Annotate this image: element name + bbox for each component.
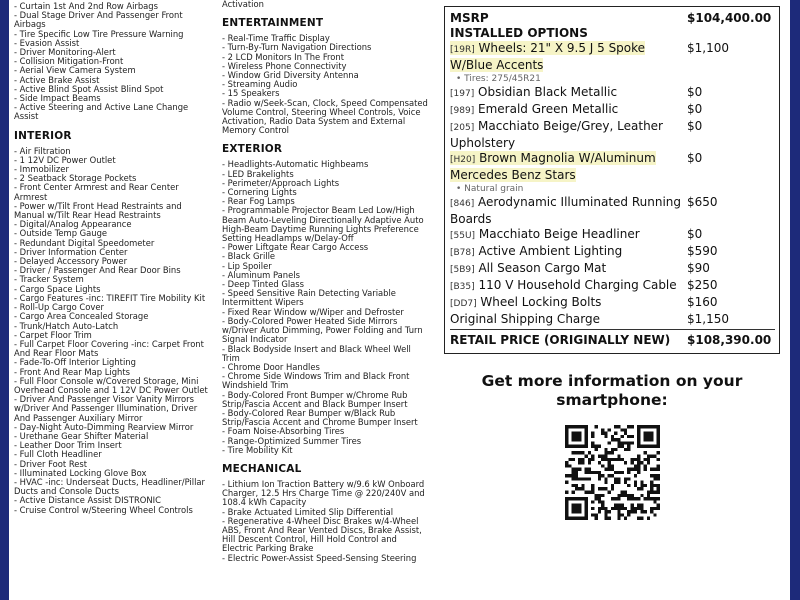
feature-item: - Range-Optimized Summer Tires xyxy=(222,435,362,446)
option-code: [55U] xyxy=(450,231,476,241)
option-name: Wheels: 21" X 9.5 J 5 Spoke W/Blue Accents xyxy=(450,41,646,72)
feature-item: - Driver Monitoring-Alert xyxy=(14,47,116,58)
option-label xyxy=(450,119,684,151)
feature-item: - 1 12V DC Power Outlet xyxy=(14,154,116,165)
option-text xyxy=(450,244,622,258)
option-row xyxy=(450,295,775,312)
option-name: Macchiato Beige Headliner xyxy=(475,227,640,241)
option-code: [B35] xyxy=(450,282,475,292)
option-name: Macchiato Beige/Grey, Leather Upholstery xyxy=(450,119,663,150)
feature-item: - Active Blind Spot Assist Blind Spot xyxy=(14,83,164,94)
option-name: Wheel Locking Bolts xyxy=(476,295,602,309)
option-label xyxy=(450,41,684,73)
retail-price-value: $108,390.00 xyxy=(687,333,772,347)
feature-item: - Cargo Area Concealed Storage xyxy=(14,311,149,322)
option-row xyxy=(450,227,775,244)
feature-item: - Electric Power-Assist Speed-Sensing Steering xyxy=(222,552,417,563)
feature-item: - Active Distance Assist DISTRONIC xyxy=(14,495,161,506)
section-heading: INTERIOR xyxy=(14,129,72,142)
option-price: $590 xyxy=(687,244,718,258)
feature-item: - Headlights-Automatic Highbeams xyxy=(222,159,369,170)
feature-item: - Programmable Projector Beam Led Low/High Beam Auto-Leveling Directionally Adaptive Auto High-Beam Daytime Running Lights Preference Setting Headlamps w/Delay-Off xyxy=(222,205,424,244)
option-price: $1,100 xyxy=(687,41,729,55)
feature-item: - Aerial View Camera System xyxy=(14,65,136,76)
feature-item: - Outside Temp Gauge xyxy=(14,228,108,239)
feature-item: - Foam Noise-Absorbing Tires xyxy=(222,426,345,437)
option-price: $0 xyxy=(687,85,703,99)
feature-item: - Immobilizer xyxy=(14,164,69,175)
page-border-right xyxy=(790,0,800,600)
feature-item: - Carpet Floor Trim xyxy=(14,329,92,340)
option-code: [B78] xyxy=(450,248,475,258)
feature-item: - Black Bodyside Insert and Black Wheel Well Trim xyxy=(222,343,411,363)
retail-price-row xyxy=(450,333,775,348)
shipping-value: $1,150 xyxy=(687,312,729,326)
feature-item: - Speed Sensitive Rain Detecting Variable Intermittent Wipers xyxy=(222,288,396,308)
feature-item: - Illuminated Locking Glove Box xyxy=(14,467,147,478)
feature-item: - Full Carpet Floor Covering -inc: Carpet Front And Rear Floor Mats xyxy=(14,338,204,359)
qr-code-icon[interactable] xyxy=(565,425,660,520)
feature-item: - Cargo Features -inc: TIREFIT Tire Mobility Kit xyxy=(14,292,206,303)
option-row xyxy=(450,102,775,119)
feature-item: - Body-Colored Power Heated Side Mirrors w/Driver Auto Dimming, Power Folding and Turn Signal Indicator xyxy=(222,315,423,345)
option-name: All Season Cargo Mat xyxy=(474,261,607,275)
option-price: $0 xyxy=(687,119,703,133)
feature-item: - 15 Speakers xyxy=(222,88,280,99)
option-label xyxy=(450,295,684,312)
option-text xyxy=(450,278,677,292)
feature-item: - Real-Time Traffic Display xyxy=(222,33,330,44)
feature-item: - Turn-By-Turn Navigation Directions xyxy=(222,42,372,53)
feature-item: - Trunk/Hatch Auto-Latch xyxy=(14,320,119,331)
pricing-box xyxy=(444,6,780,354)
feature-item: - Redundant Digital Speedometer xyxy=(14,237,155,248)
feature-item: - 2 Seatback Storage Pockets xyxy=(14,173,137,184)
feature-item: - Aluminum Panels xyxy=(222,269,300,280)
feature-item: - Delayed Accessory Power xyxy=(14,256,128,267)
option-code: [197] xyxy=(450,89,475,99)
feature-item: - Active Steering and Active Lane Change Assist xyxy=(14,102,189,122)
option-row xyxy=(450,41,775,73)
feature-item: - Full Floor Console w/Covered Storage, Mini Overhead Console and 1 12V DC Power Outlet xyxy=(14,375,208,395)
feature-item: - Urethane Gear Shifter Material xyxy=(14,430,149,441)
feature-item: - Tracker System xyxy=(14,274,84,285)
feature-item: - Radio w/Seek-Scan, Clock, Speed Compensated Volume Control, Steering Wheel Controls, Voice Activation, Radio Data System and External Memory Control xyxy=(222,97,428,136)
option-price: $0 xyxy=(687,151,703,165)
feature-item: - Body-Colored Rear Bumper w/Black Rub Strip/Fascia Accent and Chrome Bumper Insert xyxy=(222,407,418,428)
option-name: Emerald Green Metallic xyxy=(474,102,619,116)
option-text xyxy=(450,102,618,116)
feature-item: - Full Cloth Headliner xyxy=(14,449,102,460)
feature-item: - Perimeter/Approach Lights xyxy=(222,177,340,188)
option-row xyxy=(450,151,775,183)
option-label xyxy=(450,151,684,183)
feature-item: - Wireless Phone Connectivity xyxy=(222,60,347,71)
feature-item: - LED Brakelights xyxy=(222,168,294,179)
option-price: $0 xyxy=(687,227,703,241)
option-price: $90 xyxy=(687,261,710,275)
feature-item: - Power w/Tilt Front Head Restraints and Manual w/Tilt Rear Head Restraints xyxy=(14,200,182,221)
shipping-label: Original Shipping Charge xyxy=(450,312,600,326)
feature-item: - HVAC -inc: Underseat Ducts, Headliner/Pillar Ducts and Console Ducts xyxy=(14,476,205,497)
feature-item: - Tire Mobility Kit xyxy=(222,444,293,455)
option-row xyxy=(450,278,775,295)
feature-item: - Brake Actuated Limited Slip Differential xyxy=(222,506,394,517)
feature-item: - Leather Door Trim Insert xyxy=(14,440,122,451)
option-row xyxy=(450,195,775,227)
option-name: Brown Magnolia W/Aluminum Mercedes Benz Stars xyxy=(450,151,656,182)
option-text xyxy=(450,85,617,99)
feature-item: - Fixed Rear Window w/Wiper and Defroster xyxy=(222,306,404,317)
feature-item: - Chrome Side Windows Trim and Black Front Windshield Trim xyxy=(222,371,410,391)
feature-item: - Black Grille xyxy=(222,251,276,262)
option-label xyxy=(450,278,684,295)
msrp-value: $104,400.00 xyxy=(687,11,772,25)
option-code: [5B9] xyxy=(450,265,475,275)
feature-item: - Collision Mitigation-Front xyxy=(14,56,124,67)
features-column-middle xyxy=(222,0,430,600)
option-text xyxy=(450,119,663,150)
feature-item: - Window Grid Diversity Antenna xyxy=(222,70,359,81)
installed-options-label: INSTALLED OPTIONS xyxy=(450,26,588,40)
feature-item: - Streaming Audio xyxy=(222,79,298,90)
feature-item: - Air Filtration xyxy=(14,145,71,156)
shipping-row xyxy=(450,312,775,327)
section-heading: ENTERTAINMENT xyxy=(222,17,324,30)
feature-item: - Digital/Analog Appearance xyxy=(14,219,132,230)
option-price: $0 xyxy=(687,102,703,116)
option-name: 110 V Household Charging Cable xyxy=(474,278,677,292)
option-code: [19R] xyxy=(450,45,475,55)
installed-options-heading xyxy=(450,26,775,41)
feature-item: - 2 LCD Monitors In The Front xyxy=(222,51,345,62)
feature-item: - Roll-Up Cargo Cover xyxy=(14,302,104,313)
option-code: [205] xyxy=(450,123,475,133)
option-row xyxy=(450,85,775,102)
option-name: Aerodynamic Illuminated Running Boards xyxy=(450,195,682,226)
retail-price-label: RETAIL PRICE (ORIGINALLY NEW) xyxy=(450,333,671,347)
feature-item: - Front Center Armrest and Rear Center Armrest xyxy=(14,182,179,202)
option-code: [989] xyxy=(450,106,475,116)
msrp-row xyxy=(450,11,775,26)
feature-item: - Fade-To-Off Interior Lighting xyxy=(14,357,136,368)
option-text xyxy=(450,195,681,226)
option-text xyxy=(450,41,645,72)
feature-item: - Body-Colored Front Bumper w/Chrome Rub Strip/Fascia Accent and Black Bumper Insert xyxy=(222,389,408,409)
feature-item: - Regenerative 4-Wheel Disc Brakes w/4-Wheel ABS, Front And Rear Vented Discs, Brake Assist, Hill Descent Control, Hill Hold Control and Electric Parking Brake xyxy=(222,515,422,554)
feature-item: - Cargo Space Lights xyxy=(14,283,101,294)
feature-item: - Day-Night Auto-Dimming Rearview Mirror xyxy=(14,421,194,432)
feature-item: - Curtain 1st And 2nd Row Airbags xyxy=(14,1,158,11)
option-row xyxy=(450,119,775,151)
option-text xyxy=(450,227,640,241)
section-heading: EXTERIOR xyxy=(222,143,283,156)
option-subnote: • Tires: 275/45R21 xyxy=(456,74,541,84)
option-subnote: • Natural grain xyxy=(456,184,524,194)
option-text xyxy=(450,151,656,182)
section-heading: MECHANICAL xyxy=(222,462,302,475)
feature-item: - Driver Foot Rest xyxy=(14,458,88,469)
feature-item: - Active Brake Assist xyxy=(14,74,100,85)
feature-item: - Driver / Passenger And Rear Door Bins xyxy=(14,265,181,276)
feature-item: - Driver Information Center xyxy=(14,246,128,257)
feature-item: - Tire Specific Low Tire Pressure Warning xyxy=(14,28,184,39)
feature-item: - Power Liftgate Rear Cargo Access xyxy=(222,242,369,253)
total-divider xyxy=(450,329,775,330)
option-label xyxy=(450,195,684,227)
feature-item: - Cruise Control w/Steering Wheel Controls xyxy=(14,504,193,515)
option-price: $250 xyxy=(687,278,718,292)
option-name: Obsidian Black Metallic xyxy=(474,85,618,99)
feature-item: - Side Impact Beams xyxy=(14,93,101,104)
feature-item: - Rear Fog Lamps xyxy=(222,196,295,207)
feature-item: - Driver And Passenger Visor Vanity Mirrors w/Driver And Passenger Illumination, Driver And Passenger Auxiliary Mirror xyxy=(14,394,198,423)
feature-item: - Dual Stage Driver And Passenger Front Airbags xyxy=(14,10,183,30)
options-list xyxy=(450,41,775,312)
features-column-left xyxy=(14,0,214,600)
option-name: Active Ambient Lighting xyxy=(474,244,623,258)
feature-item: - Cornering Lights xyxy=(222,187,297,198)
option-row xyxy=(450,261,775,278)
feature-item: Activation xyxy=(222,0,264,9)
page-border-left xyxy=(0,0,9,600)
option-price: $650 xyxy=(687,195,718,209)
smartphone-heading: Get more information on your smartphone: xyxy=(481,372,743,409)
option-code: [DD7] xyxy=(450,299,477,309)
option-price: $160 xyxy=(687,295,718,309)
option-label xyxy=(450,244,684,261)
feature-item: - Chrome Door Handles xyxy=(222,361,320,372)
feature-item: - Deep Tinted Glass xyxy=(222,279,304,290)
option-label xyxy=(450,102,684,119)
feature-item: - Evasion Assist xyxy=(14,37,80,48)
feature-item: - Front And Rear Map Lights xyxy=(14,366,130,377)
option-text xyxy=(450,261,606,275)
option-row xyxy=(450,244,775,261)
option-label xyxy=(450,227,684,244)
feature-item: - Lip Spoiler xyxy=(222,260,272,271)
option-code: [H20] xyxy=(450,155,476,165)
option-code: [846] xyxy=(450,199,475,209)
msrp-label: MSRP xyxy=(450,11,489,25)
feature-item: - Lithium Ion Traction Battery w/9.6 kW Onboard Charger, 12.5 Hrs Charge Time @ 220/240V and 108.4 kWh Capacity xyxy=(222,478,425,508)
option-text xyxy=(450,295,601,309)
option-label xyxy=(450,85,684,102)
option-label xyxy=(450,261,684,278)
